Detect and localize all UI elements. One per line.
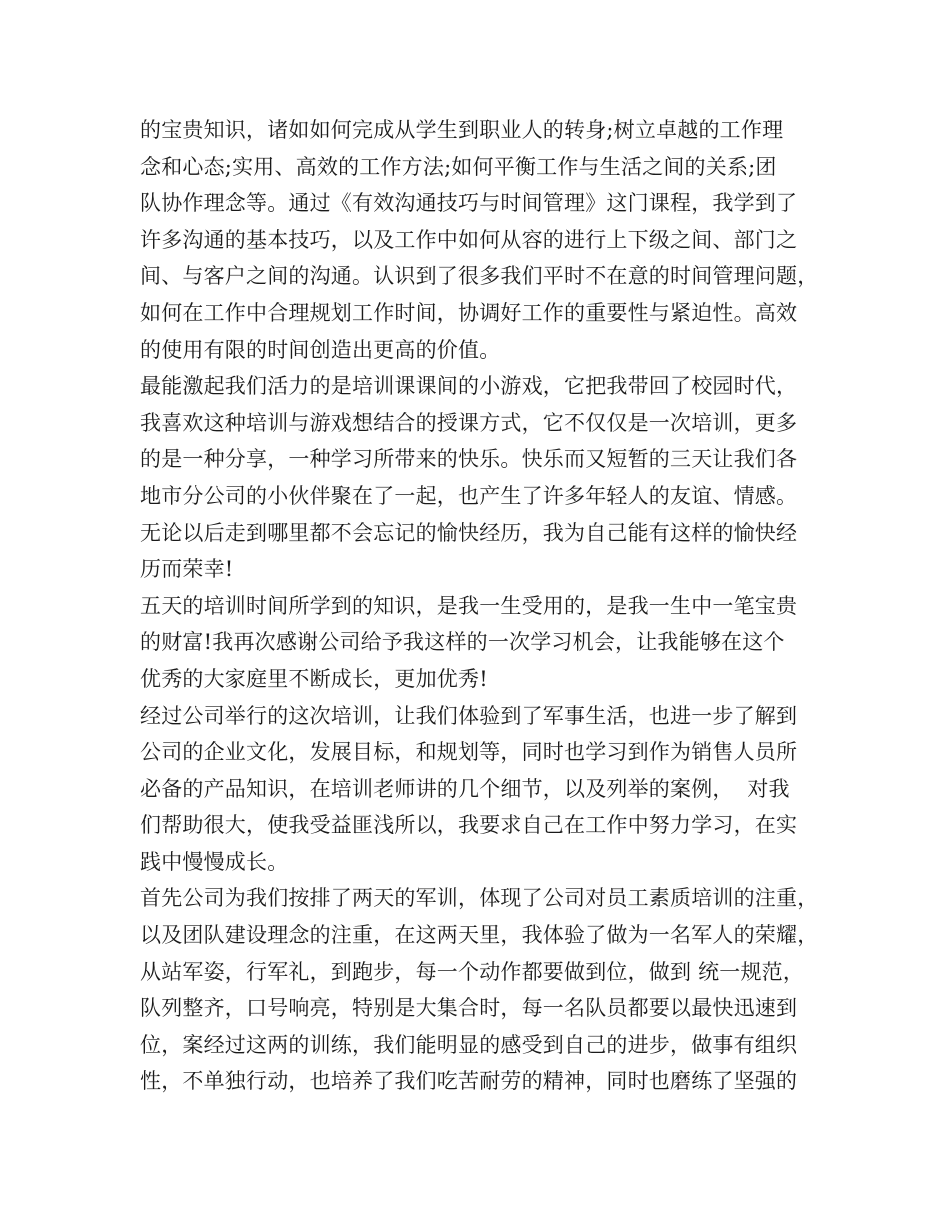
text-line: 的是一种分享，一种学习所带来的快乐。快乐而又短暂的三天让我们各 [140, 447, 798, 472]
text-line: 践中慢慢成长。 [140, 849, 289, 874]
text-line: 公司的企业文化，发展目标，和规划等，同时也学习到作为销售人员所 [140, 740, 798, 765]
text-line: 念和心态;实用、高效的工作方法;如何平衡工作与生活之间的关系;团 [140, 154, 777, 179]
text-line: 的宝贵知识，诸如如何完成从学生到职业人的转身;树立卓越的工作理 [140, 118, 784, 142]
text-line: 优秀的大家庭里不断成长，更加优秀! [140, 666, 488, 691]
text-line: 我喜欢这种培训与游戏想结合的授课方式，它不仅仅是一次培训，更多 [140, 410, 798, 435]
text-line: 以及团队建设理念的注重，在这两天里，我体验了做为一名军人的荣耀， [140, 923, 819, 948]
text-line: 间、与客户之间的沟通。认识到了很多我们平时不在意的时间管理问题， [140, 264, 819, 289]
text-line: 经过公司举行的这次培训，让我们体验到了军事生活，也进一步了解到 [140, 703, 798, 728]
text-line: 地市分公司的小伙伴聚在了一起，也产生了许多年轻人的友谊、情感。 [140, 483, 798, 508]
text-line: 许多沟通的基本技巧，以及工作中如何从容的进行上下级之间、部门之 [140, 227, 798, 252]
text-line: 必备的产品知识，在培训老师讲的几个细节，以及列举的案例， 对我 [140, 776, 790, 801]
text-line: 位，案经过这两的训练，我们能明显的感受到自己的进步，做事有组织 [140, 1032, 798, 1057]
text-line: 的使用有限的时间创造出更高的价值。 [140, 337, 501, 362]
text-line: 五天的培训时间所学到的知识，是我一生受用的，是我一生中一笔宝贵 [140, 593, 798, 618]
text-line: 历而荣幸! [140, 557, 234, 582]
text-line: 性，不单独行动，也培养了我们吃苦耐劳的精神，同时也磨练了坚强的 [140, 1069, 798, 1094]
text-line: 最能激起我们活力的是培训课课间的小游戏，它把我带回了校园时代， [140, 374, 798, 399]
text-line: 无论以后走到哪里都不会忘记的愉快经历，我为自己能有这样的愉快经 [140, 520, 798, 545]
document-body [140, 112, 830, 1100]
text-line: 如何在工作中合理规划工作时间，协调好工作的重要性与紧迫性。高效 [140, 300, 798, 325]
text-line: 首先公司为我们按排了两天的军训，体现了公司对员工素质培训的注重， [140, 886, 819, 911]
text-line: 们帮助很大，使我受益匪浅所以，我要求自己在工作中努力学习，在实 [140, 813, 798, 838]
text-line: 队列整齐，口号响亮，特别是大集合时，每一名队员都要以最快迅速到 [140, 996, 798, 1021]
text-line: 从站军姿，行军礼，到跑步，每一个动作都要做到位，做到 统一规范， [140, 959, 805, 984]
text-line: 队协作理念等。通过《有效沟通技巧与时间管理》这门课程，我学到了 [140, 191, 798, 216]
text-line: 的财富!我再次感谢公司给予我这样的一次学习机会，让我能够在这个 [140, 630, 785, 655]
